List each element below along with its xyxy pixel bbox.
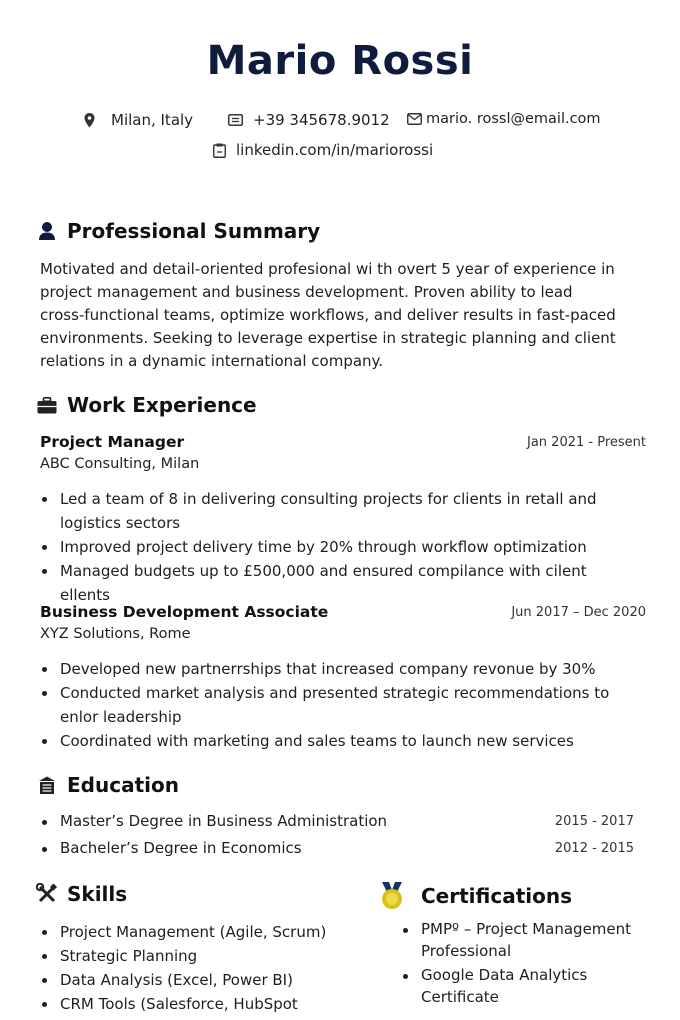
list-item: PMPº – Project Management Professional (401, 918, 651, 962)
list-item: Strategic Planning (40, 944, 340, 968)
medal-icon (377, 882, 407, 910)
phone-card-icon (228, 114, 243, 126)
job-title: Business Development Associate (40, 603, 329, 621)
degree-name: Bacheler’s Degree in Economics (40, 839, 302, 857)
location-pin-icon (84, 113, 95, 128)
resume-name: Mario Rossi (206, 38, 474, 84)
certifications-title: Certifications (421, 884, 572, 908)
experience-title: Work Experience (67, 393, 257, 417)
list-item: Developed new partnerrships that increased company revonue by 30% (40, 657, 645, 681)
job-title: Project Manager (40, 433, 185, 451)
skills-heading (36, 882, 127, 906)
summary-text: Motivated and detail-oriented profesional wi th overt 5 year of experience in project management and business development. Proven ability to lead cross-functional teams, optimize workflows, and deliver results in fast-paced environments. Seeking to leverage expertise in strategic planning and client relations in a dynamic international company. (40, 260, 616, 370)
list-item: Google Data Analytics Certificate (401, 964, 651, 1008)
list-item: Led a team of 8 in delivering consulting projects for clients in retall and logistics sectors (40, 487, 600, 535)
contact-email (407, 111, 601, 127)
list-item: Project Management (Agile, Scrum) (40, 920, 340, 944)
job-date: Jun 2017 – Dec 2020 (511, 605, 646, 620)
degree-name: Master’s Degree in Business Administration (40, 812, 387, 830)
certifications-heading (377, 882, 572, 910)
list-item: Data Analysis (Excel, Power BI) (40, 968, 340, 992)
degree-years: 2012 - 2015 (554, 841, 634, 856)
list-item: Improved project delivery time by 20% through workflow optimization (40, 535, 600, 559)
education-item (40, 839, 634, 857)
education-title: Education (67, 773, 179, 797)
briefcase-icon (36, 394, 58, 416)
education-item (40, 812, 634, 830)
certifications-list (401, 918, 651, 1008)
job-date: Jan 2021 - Present (527, 435, 646, 450)
job-company: ABC Consulting, Milan (40, 456, 200, 472)
school-icon (36, 774, 58, 796)
list-item: Managed budgets up to £500,000 and ensured compilance with cilent ellents (40, 559, 600, 607)
tools-icon (36, 883, 58, 905)
envelope-icon (407, 113, 422, 125)
linkedin-link[interactable]: linkedin.com/in/mariorossi (236, 141, 434, 159)
contact-location (84, 111, 193, 129)
email-link[interactable]: mario. rossl@email.com (426, 111, 601, 127)
location-text: Milan, Italy (111, 111, 194, 129)
summary-title: Professional Summary (67, 219, 321, 243)
contact-phone (228, 111, 390, 129)
skills-title: Skills (67, 882, 128, 906)
job-company: XYZ Solutions, Rome (40, 626, 191, 642)
person-icon (36, 220, 58, 242)
degree-years: 2015 - 2017 (554, 814, 634, 829)
phone-text[interactable]: +39 345678.9012 (253, 111, 390, 129)
job-bullets (40, 657, 645, 753)
contact-linkedin (213, 141, 433, 159)
clipboard-icon (213, 143, 226, 158)
list-item: CRM Tools (Salesforce, HubSpot (40, 992, 340, 1016)
education-heading (36, 773, 179, 797)
list-item: Conducted market analysis and presented strategic recommendations to enlor leadership (40, 681, 645, 729)
experience-heading (36, 393, 257, 417)
list-item: Coordinated with marketing and sales teams to launch new services (40, 729, 645, 753)
skills-list (40, 920, 340, 1016)
summary-heading (36, 219, 320, 243)
job-bullets (40, 487, 600, 607)
